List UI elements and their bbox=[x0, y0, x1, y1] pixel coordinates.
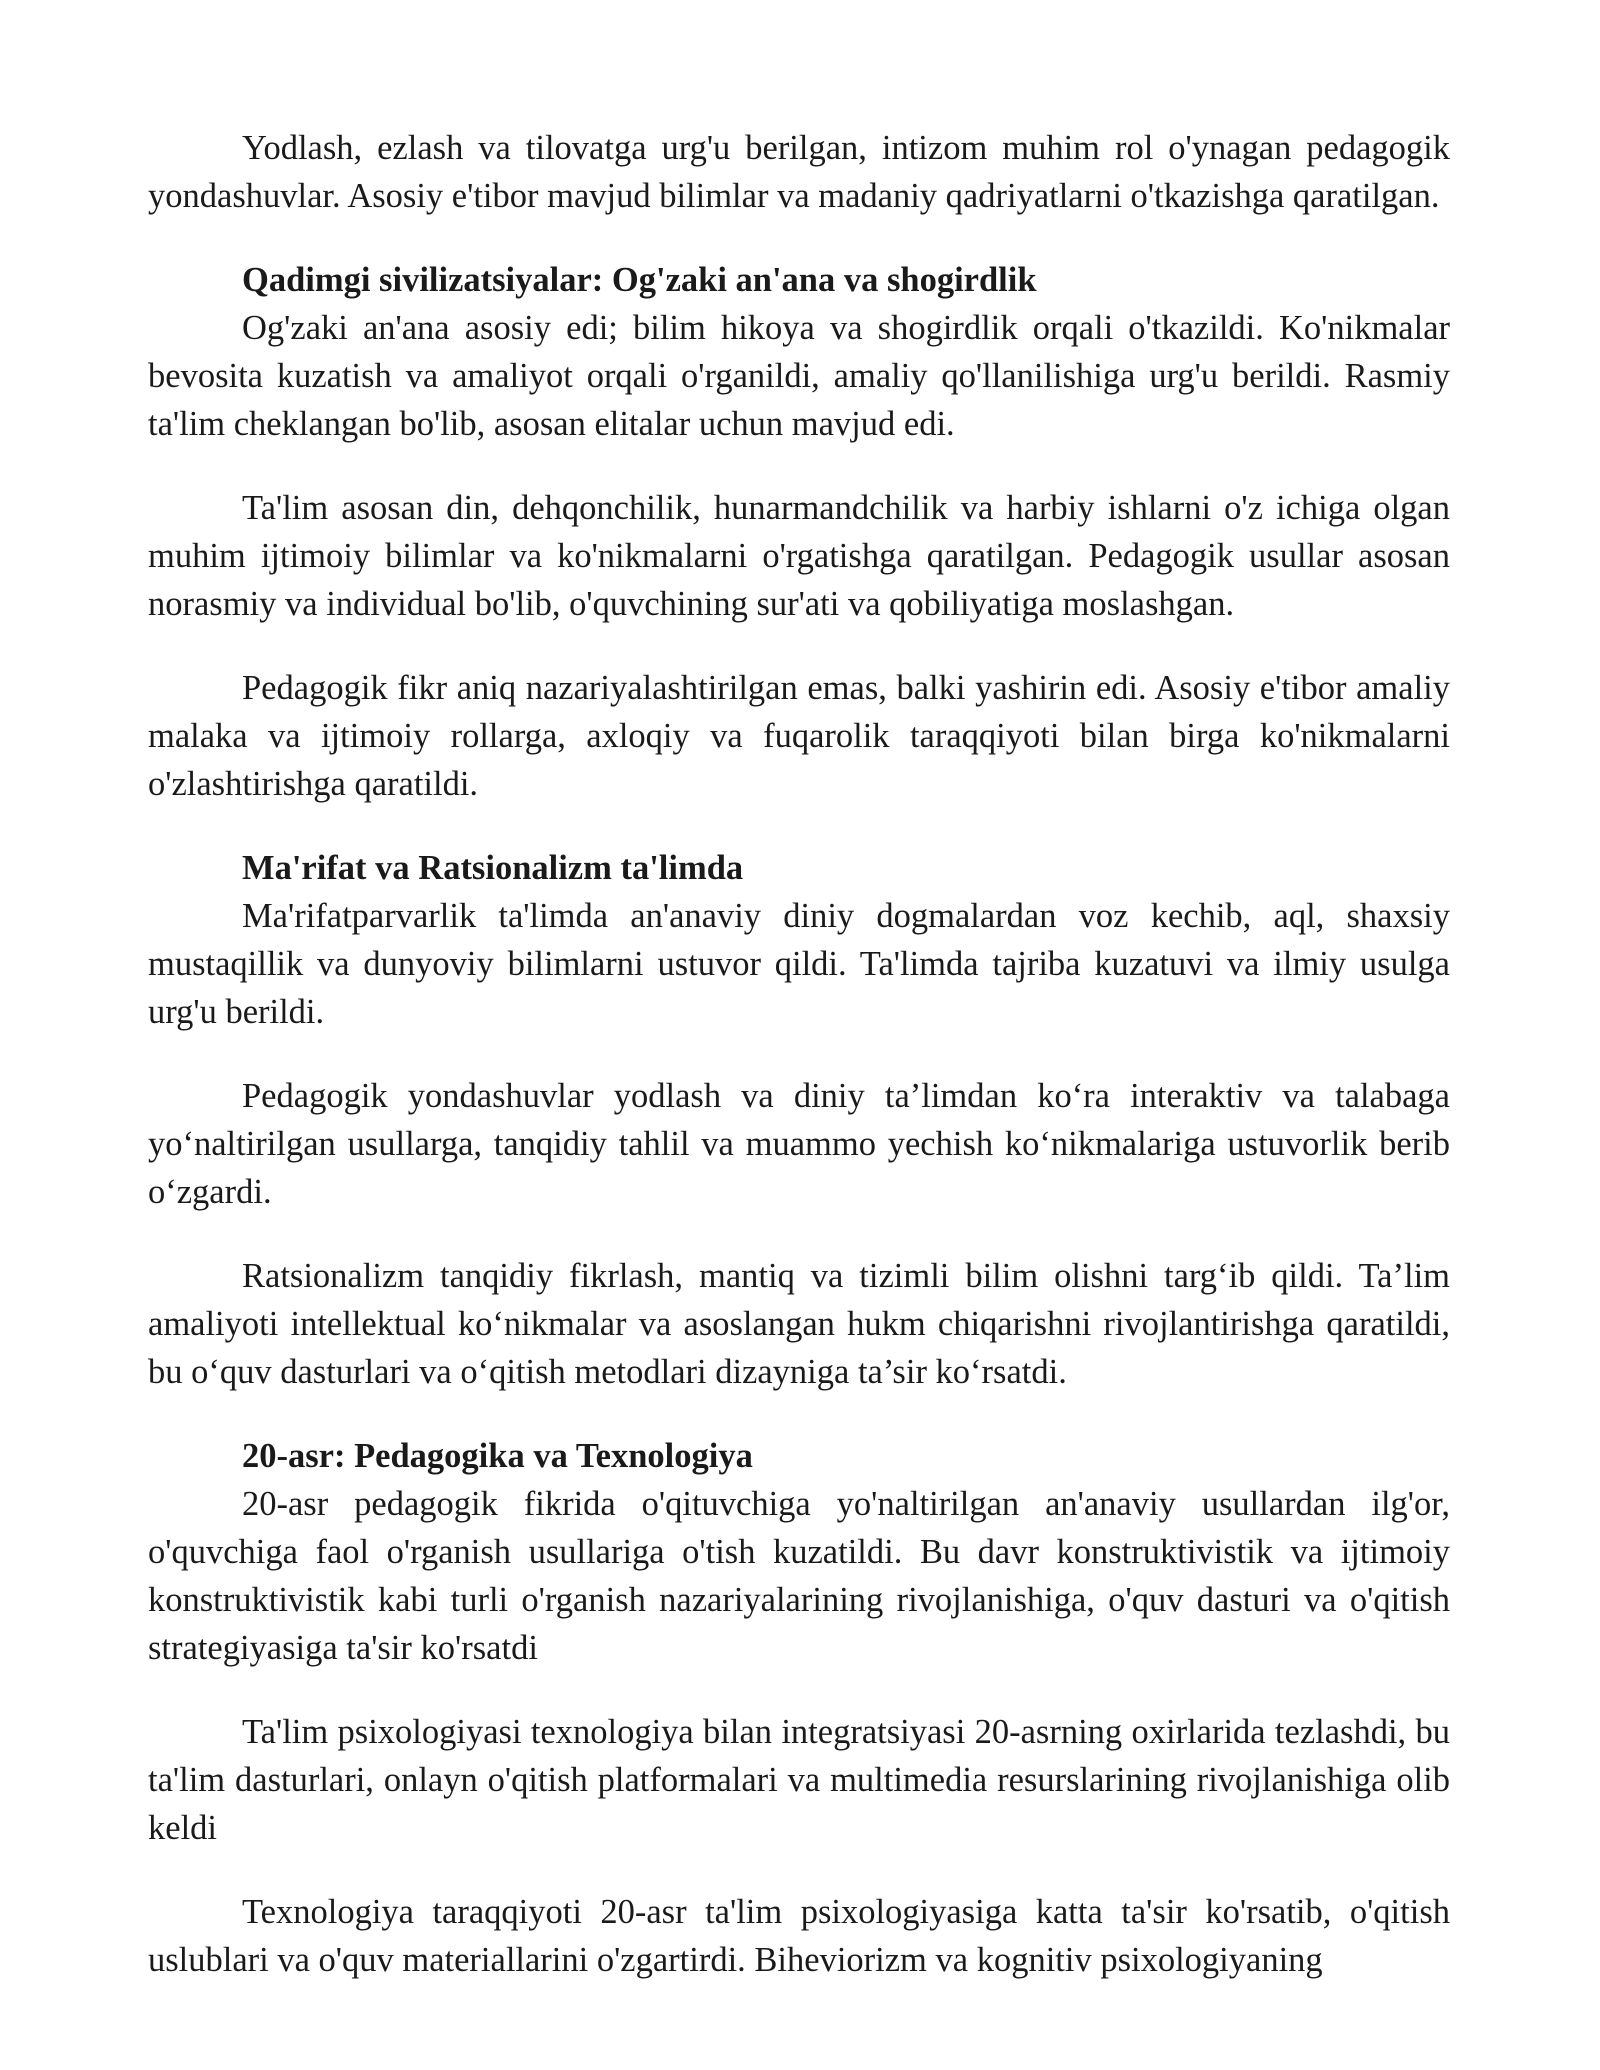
document-body bbox=[148, 124, 1450, 2020]
section-enlightenment bbox=[148, 844, 1450, 1036]
enlightenment-paragraph-1: Ma'rifatparvarlik ta'limda an'anaviy diniy dogmalardan voz kechib, aql, shaxsiy mustaqillik va dunyoviy bilimlarni ustuvor qildi. Ta'limda tajriba kuzatuvi va ilmiy usulga urg'u berildi. bbox=[148, 897, 1450, 1031]
section-heading-enlightenment: Ma'rifat va Ratsionalizm ta'limda bbox=[242, 849, 744, 887]
section-heading-20th-century: 20-asr: Pedagogika va Texnologiya bbox=[242, 1437, 753, 1475]
ancient-paragraph-3: Pedagogik fikr aniq nazariyalashtirilgan emas, balki yashirin edi. Asosiy e'tibor amaliy malaka va ijtimoiy rollarga, axloqiy va fuqarolik taraqqiyoti bilan birga ko'nikmalarni o'zlashtirishga qaratildi. bbox=[148, 669, 1450, 803]
century20-paragraph-1: 20-asr pedagogik fikrida o'qituvchiga yo'naltirilgan an'anaviy usullardan ilg'or, o'quvchiga faol o'rganish usullariga o'tish kuzatildi. Bu davr konstruktivistik va ijtimoiy konstruktivistik kabi turli o'rganish nazariyalarining rivojlanishiga, o'quv dasturi va o'qitish strategiyasiga ta'sir ko'rsatdi bbox=[148, 1485, 1450, 1667]
ancient-paragraph-1: Og'zaki an'ana asosiy edi; bilim hikoya va shogirdlik orqali o'tkazildi. Ko'nikmalar bevosita kuzatish va amaliyot orqali o'rganildi, amaliy qo'llanilishiga urg'u berildi. Rasmiy ta'lim cheklangan bo'lib, asosan elitalar uchun mavjud edi. bbox=[148, 309, 1450, 443]
enlightenment-paragraph-3: Ratsionalizm tanqidiy fikrlash, mantiq va tizimli bilim olishni targ‘ib qildi. Ta’lim amaliyoti intellektual ko‘nikmalar va asoslangan hukm chiqarishni rivojlantirishga qaratildi, bu o‘quv dasturlari va o‘qitish metodlari dizayniga ta’sir ko‘rsatdi. bbox=[148, 1257, 1450, 1391]
century20-paragraph-3: Texnologiya taraqqiyoti 20-asr ta'lim psixologiyasiga katta ta'sir ko'rsatib, o'qitish uslublari va o'quv materiallarini o'zgartirdi. Biheviorizm va kognitiv psixologiyaning bbox=[148, 1893, 1450, 1979]
enlightenment-paragraph-2: Pedagogik yondashuvlar yodlash va diniy ta’limdan ko‘ra interaktiv va talabaga yo‘naltirilgan usullarga, tanqidiy tahlil va muammo yechish ko‘nikmalariga ustuvorlik berib o‘zgardi. bbox=[148, 1077, 1450, 1211]
section-ancient bbox=[148, 256, 1450, 448]
intro-paragraph: Yodlash, ezlash va tilovatga urg'u berilgan, intizom muhim rol o'ynagan pedagogik yondashuvlar. Asosiy e'tibor mavjud bilimlar va madaniy qadriyatlarni o'tkazishga qaratilgan. bbox=[148, 129, 1450, 215]
section-20th-century bbox=[148, 1432, 1450, 1672]
section-heading-ancient: Qadimgi sivilizatsiyalar: Og'zaki an'ana va shogirdlik bbox=[242, 261, 1037, 299]
century20-paragraph-2: Ta'lim psixologiyasi texnologiya bilan integratsiyasi 20-asrning oxirlarida tezlashdi, bu ta'lim dasturlari, onlayn o'qitish platformalari va multimedia resurslarining rivojlanishiga olib keldi bbox=[148, 1713, 1450, 1847]
ancient-paragraph-2: Ta'lim asosan din, dehqonchilik, hunarmandchilik va harbiy ishlarni o'z ichiga olgan muhim ijtimoiy bilimlar va ko'nikmalarni o'rgatishga qaratilgan. Pedagogik usullar asosan norasmiy va individual bo'lib, o'quvchining sur'ati va qobiliyatiga moslashgan. bbox=[148, 489, 1450, 623]
